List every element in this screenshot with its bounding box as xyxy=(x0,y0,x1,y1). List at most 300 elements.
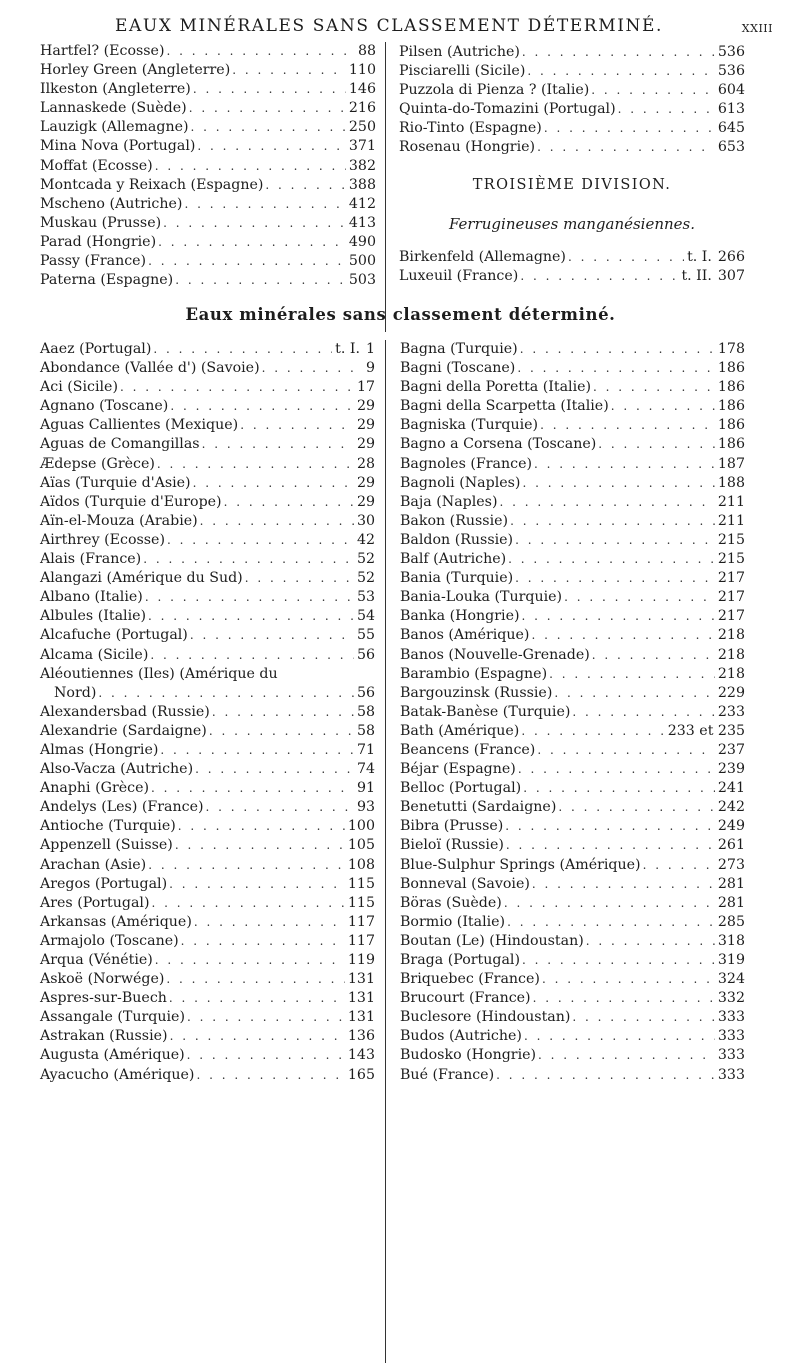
leader-dots xyxy=(167,531,354,550)
entry-name: Batak-Banèse (Turquie) xyxy=(400,703,571,720)
leader-dots xyxy=(193,474,354,493)
entry-page-number: 281 xyxy=(717,894,745,911)
entry-name: Armajolo (Toscane) xyxy=(40,932,179,949)
entry-page-number: 536 xyxy=(717,44,745,60)
entry-page-number: 143 xyxy=(347,1047,375,1064)
index-entry xyxy=(400,512,745,531)
index-entry xyxy=(40,569,375,588)
index-entry xyxy=(40,455,375,474)
entry-page-number: 249 xyxy=(717,818,745,835)
leader-dots xyxy=(520,267,678,286)
leader-dots xyxy=(537,138,715,157)
leader-dots xyxy=(240,416,354,435)
entry-page-number: 178 xyxy=(717,341,745,357)
index-entry xyxy=(400,607,745,626)
index-entry xyxy=(40,989,375,1008)
entry-page-number: 217 xyxy=(717,608,745,625)
leader-dots xyxy=(523,779,715,798)
entry-page-number: 165 xyxy=(347,1066,375,1083)
index-entry xyxy=(400,684,745,703)
leader-dots xyxy=(592,646,715,665)
entry-page-number: 500 xyxy=(348,253,376,270)
leader-dots xyxy=(515,531,715,550)
index-entry xyxy=(40,894,375,913)
entry-page-number: 9 xyxy=(365,360,375,377)
index-entry xyxy=(40,1066,375,1085)
index-entry xyxy=(400,1008,745,1027)
index-entry xyxy=(400,340,745,359)
index-entry xyxy=(40,176,376,195)
index-entry xyxy=(400,722,745,741)
index-entry xyxy=(40,214,376,233)
index-entry xyxy=(40,665,375,684)
index-entry xyxy=(400,588,745,607)
entry-name: Luxeuil (France) xyxy=(399,267,519,284)
leader-dots xyxy=(143,550,354,569)
entry-page-number: 388 xyxy=(348,176,376,193)
index-entry xyxy=(40,550,375,569)
entry-page-number: 17 xyxy=(356,379,375,396)
entry-page-number: 56 xyxy=(356,646,375,663)
leader-dots xyxy=(564,588,715,607)
entry-page-number: 382 xyxy=(348,157,376,174)
entry-page-number: 117 xyxy=(347,932,375,949)
entry-page-number: 324 xyxy=(717,971,745,988)
leader-dots xyxy=(178,817,345,836)
leader-dots xyxy=(148,856,345,875)
index-entry xyxy=(40,626,375,645)
entry-name: Bagnoles (France) xyxy=(400,455,533,472)
leader-dots xyxy=(532,875,715,894)
leader-dots xyxy=(558,798,715,817)
entry-name: Pisciarelli (Sicile) xyxy=(399,63,526,80)
index-entry xyxy=(400,1046,745,1065)
entry-name: Banka (Hongrie) xyxy=(400,608,520,625)
entry-name: Alcama (Sicile) xyxy=(40,646,149,663)
leader-dots xyxy=(515,569,715,588)
index-entry xyxy=(400,760,745,779)
entry-name: Mina Nova (Portugal) xyxy=(40,138,196,155)
leader-dots xyxy=(554,684,715,703)
index-entry xyxy=(40,531,375,550)
entry-name: Baldon (Russie) xyxy=(400,531,514,548)
entry-name: Bagniska (Turquie) xyxy=(400,417,539,434)
entry-name: Appenzell (Suisse) xyxy=(40,837,173,854)
entry-name: Budosko (Hongrie) xyxy=(400,1047,537,1064)
index-entry xyxy=(400,836,745,855)
entry-name: Abondance (Vallée d') (Savoie) xyxy=(40,360,260,377)
leader-dots xyxy=(181,932,345,951)
entry-page-number: 30 xyxy=(356,512,375,529)
entry-page-number: 490 xyxy=(348,233,376,250)
entry-page-number: 1 xyxy=(365,341,375,357)
index-entry xyxy=(40,932,375,951)
leader-dots xyxy=(148,252,346,271)
entry-name: Bania-Louka (Turquie) xyxy=(400,589,563,606)
leader-dots xyxy=(212,703,354,722)
entry-page-number: 241 xyxy=(717,780,745,797)
index-entry xyxy=(40,1027,375,1046)
index-entry xyxy=(400,455,745,474)
leader-dots xyxy=(189,99,346,118)
index-entry xyxy=(40,856,375,875)
entry-page-number: 229 xyxy=(717,684,745,701)
column-rule-bottom xyxy=(385,340,386,1363)
leader-dots xyxy=(544,119,715,138)
leader-dots xyxy=(524,1027,715,1046)
entry-name: Assangale (Turquie) xyxy=(40,1009,185,1026)
leader-dots xyxy=(531,626,714,645)
index-entry xyxy=(40,951,375,970)
index-entry xyxy=(40,157,376,176)
entry-volume: t. I. xyxy=(687,248,712,265)
entry-page-number: 307 xyxy=(717,267,745,284)
entry-name: Quinta-do-Tomazini (Portugal) xyxy=(399,101,616,118)
entry-page-number: 58 xyxy=(356,703,375,720)
entry-name: Anaphi (Grèce) xyxy=(40,780,150,797)
entry-name: Ædepse (Grèce) xyxy=(40,455,155,472)
bottom-right-column xyxy=(400,340,745,1085)
index-entry xyxy=(400,970,745,989)
index-entry xyxy=(400,531,745,550)
index-entry xyxy=(40,493,375,512)
leader-dots xyxy=(568,248,684,267)
index-entry xyxy=(40,703,375,722)
index-entry xyxy=(40,817,375,836)
index-entry xyxy=(400,989,745,1008)
entry-name: Horley Green (Angleterre) xyxy=(40,62,231,79)
leader-dots xyxy=(591,81,715,100)
entry-page-number: 250 xyxy=(348,119,376,136)
entry-page-number: 29 xyxy=(356,493,375,510)
index-entry xyxy=(40,779,375,798)
entry-page-number: 88 xyxy=(357,43,376,59)
entry-page-number: 186 xyxy=(717,360,745,377)
entry-name: Béjar (Espagne) xyxy=(400,761,516,778)
entry-name: Nord) xyxy=(54,684,97,701)
index-entry xyxy=(400,397,745,416)
entry-volume: t. II. xyxy=(681,267,712,284)
leader-dots xyxy=(184,195,345,214)
index-entry xyxy=(40,875,375,894)
entry-page-number: 54 xyxy=(356,608,375,625)
entry-name: Braga (Portugal) xyxy=(400,952,520,968)
entry-name: Aaez (Portugal) xyxy=(40,341,152,357)
index-entry xyxy=(40,271,376,290)
leader-dots xyxy=(522,951,715,970)
leader-dots xyxy=(542,970,715,989)
leader-dots xyxy=(504,894,715,913)
leader-dots xyxy=(202,435,354,454)
entry-page-number: 536 xyxy=(717,63,745,80)
entry-name: Rio-Tinto (Espagne) xyxy=(399,120,542,137)
entry-page-number: 56 xyxy=(356,684,375,701)
leader-dots xyxy=(643,856,715,875)
entry-name: Brucourt (France) xyxy=(400,990,531,1007)
entry-page-number: 333 xyxy=(717,1028,745,1045)
entry-name: Bagni della Scarpetta (Italie) xyxy=(400,398,609,415)
entry-page-number: 217 xyxy=(717,570,745,587)
index-entry xyxy=(40,118,376,137)
leader-dots xyxy=(518,760,715,779)
leader-dots xyxy=(194,913,345,932)
entry-name: Also-Vacza (Autriche) xyxy=(40,761,194,778)
entry-page-number: 604 xyxy=(717,82,745,99)
entry-page-number: 71 xyxy=(356,741,375,758)
leader-dots xyxy=(538,1046,715,1065)
entry-page-number: 332 xyxy=(717,990,745,1007)
entry-name: Bargouzinsk (Russie) xyxy=(400,684,553,701)
leader-dots xyxy=(618,100,715,119)
division-heading: TROISIÈME DIVISION. xyxy=(472,176,672,193)
entry-name: Bagni della Poretta (Italie) xyxy=(400,379,592,396)
section-title: Eaux minérales sans classement déterminé. xyxy=(185,305,616,324)
entry-page-number: 52 xyxy=(356,551,375,568)
entry-name: Astrakan (Russie) xyxy=(40,1028,168,1045)
entry-name: Bieloï (Russie) xyxy=(400,837,504,854)
index-entry xyxy=(40,233,376,252)
entry-name: Aléoutiennes (Iles) (Amérique du xyxy=(40,665,278,682)
entry-page-number: 211 xyxy=(717,493,745,510)
entry-name: Aguas Callientes (Mexique) xyxy=(40,417,239,434)
entry-page-number: 131 xyxy=(347,990,375,1007)
entry-page-number: 42 xyxy=(356,531,375,548)
entry-name: Birkenfeld (Allemagne) xyxy=(399,248,566,265)
entry-name: Aci (Sicile) xyxy=(40,379,118,396)
entry-page-number: 100 xyxy=(347,818,375,835)
running-head xyxy=(0,10,801,40)
leader-dots xyxy=(265,176,345,195)
index-entry xyxy=(400,932,745,951)
index-entry xyxy=(40,646,375,665)
index-entry xyxy=(400,798,745,817)
leader-dots xyxy=(534,455,715,474)
entry-name: Puzzola di Pienza ? (Italie) xyxy=(399,82,590,99)
entry-name: Banos (Nouvelle-Grenade) xyxy=(400,646,590,663)
entry-page-number: 613 xyxy=(717,101,745,118)
index-entry xyxy=(40,913,375,932)
entry-page-number: 110 xyxy=(348,62,376,79)
entry-name: Alexandersbad (Russie) xyxy=(40,703,210,720)
leader-dots xyxy=(148,607,354,626)
entry-name: Passy (France) xyxy=(40,253,147,270)
index-entry xyxy=(400,493,745,512)
entry-page-number: 186 xyxy=(717,379,745,396)
entry-name: Budos (Autriche) xyxy=(400,1028,522,1045)
entry-page-number: 131 xyxy=(347,1009,375,1026)
leader-dots xyxy=(145,588,354,607)
entry-page-number: 333 xyxy=(717,1066,745,1083)
entry-page-number: 653 xyxy=(717,139,745,156)
entry-name: Baja (Naples) xyxy=(400,493,498,510)
leader-dots xyxy=(521,722,664,741)
leader-dots xyxy=(187,1046,345,1065)
index-entry xyxy=(399,100,745,119)
top-right-entries xyxy=(399,43,745,158)
leader-dots xyxy=(190,626,354,645)
leader-dots xyxy=(98,684,354,703)
index-entry xyxy=(40,99,376,118)
leader-dots xyxy=(572,703,715,722)
leader-dots xyxy=(520,340,715,359)
leader-dots xyxy=(517,359,715,378)
entry-page-number: 218 xyxy=(717,665,745,682)
index-entry xyxy=(400,894,745,913)
leader-dots xyxy=(200,512,354,531)
index-entry xyxy=(40,61,376,80)
entry-page-number: 115 xyxy=(347,875,375,892)
index-entry xyxy=(40,340,375,359)
entry-page-number: 261 xyxy=(717,837,745,854)
index-entry xyxy=(400,875,745,894)
leader-dots xyxy=(167,42,355,61)
leader-dots xyxy=(507,913,715,932)
leader-dots xyxy=(537,741,715,760)
index-entry xyxy=(40,137,376,156)
index-entry xyxy=(400,1066,745,1085)
index-entry xyxy=(400,569,745,588)
index-entry xyxy=(40,607,375,626)
index-entry xyxy=(399,62,745,81)
leader-dots xyxy=(232,61,346,80)
leader-dots xyxy=(540,416,715,435)
leader-dots xyxy=(586,932,715,951)
entry-name: Balf (Autriche) xyxy=(400,551,507,568)
entry-name: Barambio (Espagne) xyxy=(400,665,548,682)
entry-page-number: 29 xyxy=(356,398,375,415)
entry-name: Aïas (Turquie d'Asie) xyxy=(40,474,191,491)
entry-page-number: 233 et 235 xyxy=(667,722,745,739)
entry-name: Aregos (Portugal) xyxy=(40,875,168,892)
entry-page-number: 215 xyxy=(717,531,745,548)
leader-dots xyxy=(169,875,345,894)
leader-dots xyxy=(155,951,345,970)
leader-dots xyxy=(245,569,354,588)
index-entry xyxy=(40,760,375,779)
entry-name: Bonneval (Savoie) xyxy=(400,875,530,892)
leader-dots xyxy=(209,722,354,741)
leader-dots xyxy=(500,493,715,512)
entry-name: Bagno a Corsena (Toscane) xyxy=(400,436,597,453)
entry-name: Alangazi (Amérique du Sud) xyxy=(40,570,243,587)
index-entry xyxy=(400,741,745,760)
entry-name: Bakon (Russie) xyxy=(400,512,509,529)
entry-name: Arkansas (Amérique) xyxy=(40,913,192,930)
leader-dots xyxy=(262,359,363,378)
index-entry xyxy=(399,43,745,62)
entry-page-number: 74 xyxy=(356,761,375,778)
leader-dots xyxy=(153,340,332,359)
leader-dots xyxy=(170,397,354,416)
leader-dots xyxy=(193,80,346,99)
entry-page-number: 645 xyxy=(717,120,745,137)
entry-name: Alcafuche (Portugal) xyxy=(40,627,188,644)
entry-page-number: 239 xyxy=(717,761,745,778)
index-entry xyxy=(40,416,375,435)
entry-name: Montcada y Reixach (Espagne) xyxy=(40,176,264,193)
entry-name: Boutan (Le) (Hindoustan) xyxy=(400,932,584,949)
entry-page-number: 371 xyxy=(348,138,376,155)
index-entry xyxy=(400,913,745,932)
entry-page-number: 29 xyxy=(356,417,375,434)
entry-page-number: 93 xyxy=(356,799,375,816)
index-entry xyxy=(40,474,375,493)
entry-name: Aïn-el-Mouza (Arabie) xyxy=(40,512,198,529)
leader-dots xyxy=(187,1008,345,1027)
entry-name: Muskau (Prusse) xyxy=(40,214,162,231)
entry-name: Bagni (Toscane) xyxy=(400,360,516,377)
leader-dots xyxy=(522,474,714,493)
entry-page-number: 91 xyxy=(356,780,375,797)
leader-dots xyxy=(510,512,715,531)
leader-dots xyxy=(611,397,715,416)
entry-page-number: 215 xyxy=(717,551,745,568)
entry-name: Banos (Amérique) xyxy=(400,627,530,644)
index-entry xyxy=(40,435,375,454)
entry-page-number: 186 xyxy=(717,417,745,434)
leader-dots xyxy=(224,493,354,512)
leader-dots xyxy=(151,779,354,798)
index-entry xyxy=(400,550,745,569)
entry-page-number: 146 xyxy=(348,81,376,98)
entry-name: Arachan (Asie) xyxy=(40,856,147,873)
top-left-column xyxy=(40,42,376,290)
entry-page-number: 29 xyxy=(356,474,375,491)
index-entry xyxy=(40,722,375,741)
index-entry xyxy=(399,138,745,157)
entry-page-number: 273 xyxy=(717,856,745,873)
entry-name: Alais (France) xyxy=(40,551,142,568)
leader-dots xyxy=(533,989,715,1008)
entry-page-number: 119 xyxy=(347,952,375,968)
entry-page-number: 412 xyxy=(348,195,376,212)
index-entry xyxy=(399,81,745,100)
entry-page-number: 218 xyxy=(717,646,745,663)
entry-page-number: 55 xyxy=(356,627,375,644)
entry-page-number: 131 xyxy=(347,971,375,988)
leader-dots xyxy=(196,1066,344,1085)
leader-dots xyxy=(593,378,715,397)
index-entry xyxy=(40,359,375,378)
entry-name: Buclesore (Hindoustan) xyxy=(400,1009,571,1026)
entry-page-number: 266 xyxy=(717,248,745,265)
entry-page-number: 333 xyxy=(717,1009,745,1026)
entry-name: Rosenau (Hongrie) xyxy=(399,139,536,156)
entry-volume: t. I. xyxy=(335,341,360,357)
entry-name: Mscheno (Autriche) xyxy=(40,195,183,212)
entry-page-number: 242 xyxy=(717,799,745,816)
index-entry xyxy=(400,435,745,454)
index-entry xyxy=(400,703,745,722)
entry-page-number: 136 xyxy=(347,1028,375,1045)
index-entry xyxy=(40,42,376,61)
entry-page-number: 413 xyxy=(348,214,376,231)
entry-page-number: 233 xyxy=(717,703,745,720)
leader-dots xyxy=(155,157,346,176)
entry-name: Bania (Turquie) xyxy=(400,570,514,587)
entry-name: Albano (Italie) xyxy=(40,589,143,606)
entry-name: Bagna (Turquie) xyxy=(400,341,518,357)
entry-name: Airthrey (Ecosse) xyxy=(40,531,165,548)
index-entry xyxy=(400,474,745,493)
leader-dots xyxy=(197,137,346,156)
leader-dots xyxy=(527,62,715,81)
entry-name: Hartfel? (Ecosse) xyxy=(40,43,165,59)
index-entry xyxy=(400,359,745,378)
entry-page-number: 217 xyxy=(717,589,745,606)
entry-page-number: 218 xyxy=(717,627,745,644)
leader-dots xyxy=(160,741,354,760)
